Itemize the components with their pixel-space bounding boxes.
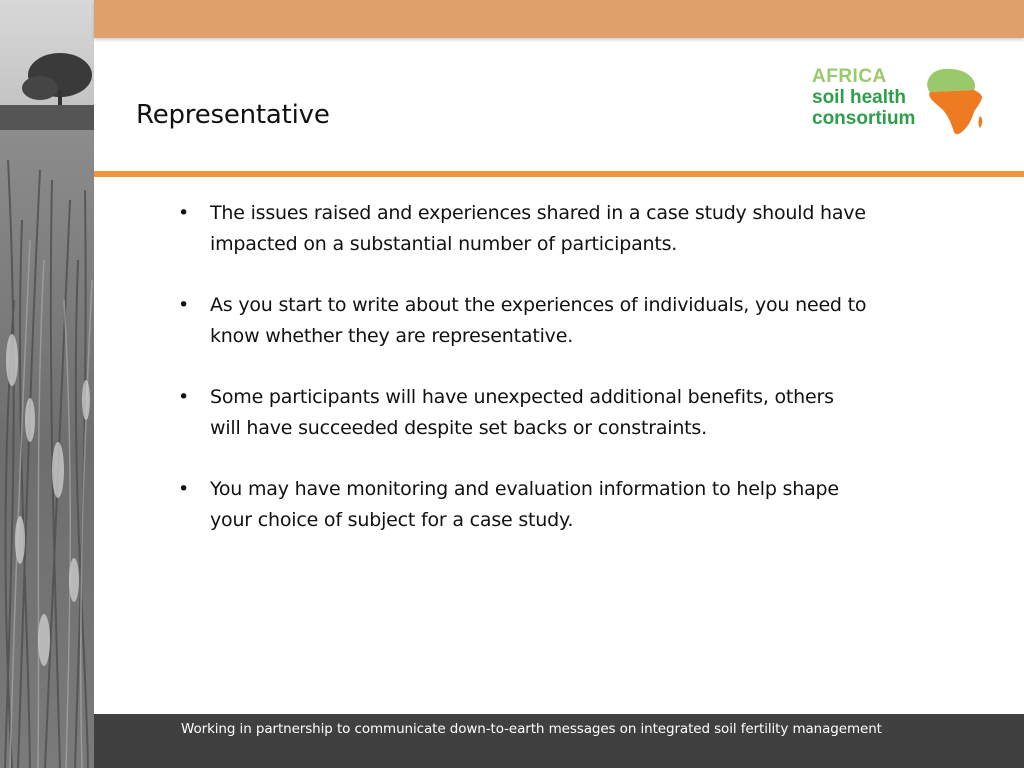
bullet-text: The issues raised and experiences shared in a case study should have impacted on a substantial number of participants. xyxy=(210,202,866,255)
bullet-text: You may have monitoring and evaluation information to help shape your choice of subject for a case study. xyxy=(210,478,839,531)
header-divider xyxy=(94,171,1024,177)
bullet-dot: • xyxy=(178,294,190,316)
bullet-dot: • xyxy=(178,478,190,500)
logo-text-africa: AFRICA xyxy=(812,66,887,87)
top-header-band xyxy=(94,0,1024,38)
slide-title: Representative xyxy=(136,100,330,130)
bullet-text: As you start to write about the experiences of individuals, you need to know whether they are representative. xyxy=(210,294,867,347)
bullet-item xyxy=(178,382,868,444)
bullet-item xyxy=(178,474,868,536)
bullet-item xyxy=(178,198,868,260)
rice-field-photo xyxy=(0,0,94,768)
footer-bar xyxy=(94,714,1024,768)
logo-text-consortium: consortium xyxy=(812,108,916,129)
footer-tagline: Working in partnership to communicate down-to-earth messages on integrated soil fertility management xyxy=(181,721,882,737)
bullet-text: Some participants will have unexpected additional benefits, others will have succeeded despite set backs or constraints. xyxy=(210,386,834,439)
bullet-dot: • xyxy=(178,202,190,224)
bullet-dot: • xyxy=(178,386,190,408)
africa-map-icon xyxy=(920,66,986,138)
africa-soil-health-consortium-logo xyxy=(812,66,992,142)
bullet-list xyxy=(178,198,868,566)
bullet-item xyxy=(178,290,868,352)
logo-text-soil-health: soil health xyxy=(812,87,906,108)
